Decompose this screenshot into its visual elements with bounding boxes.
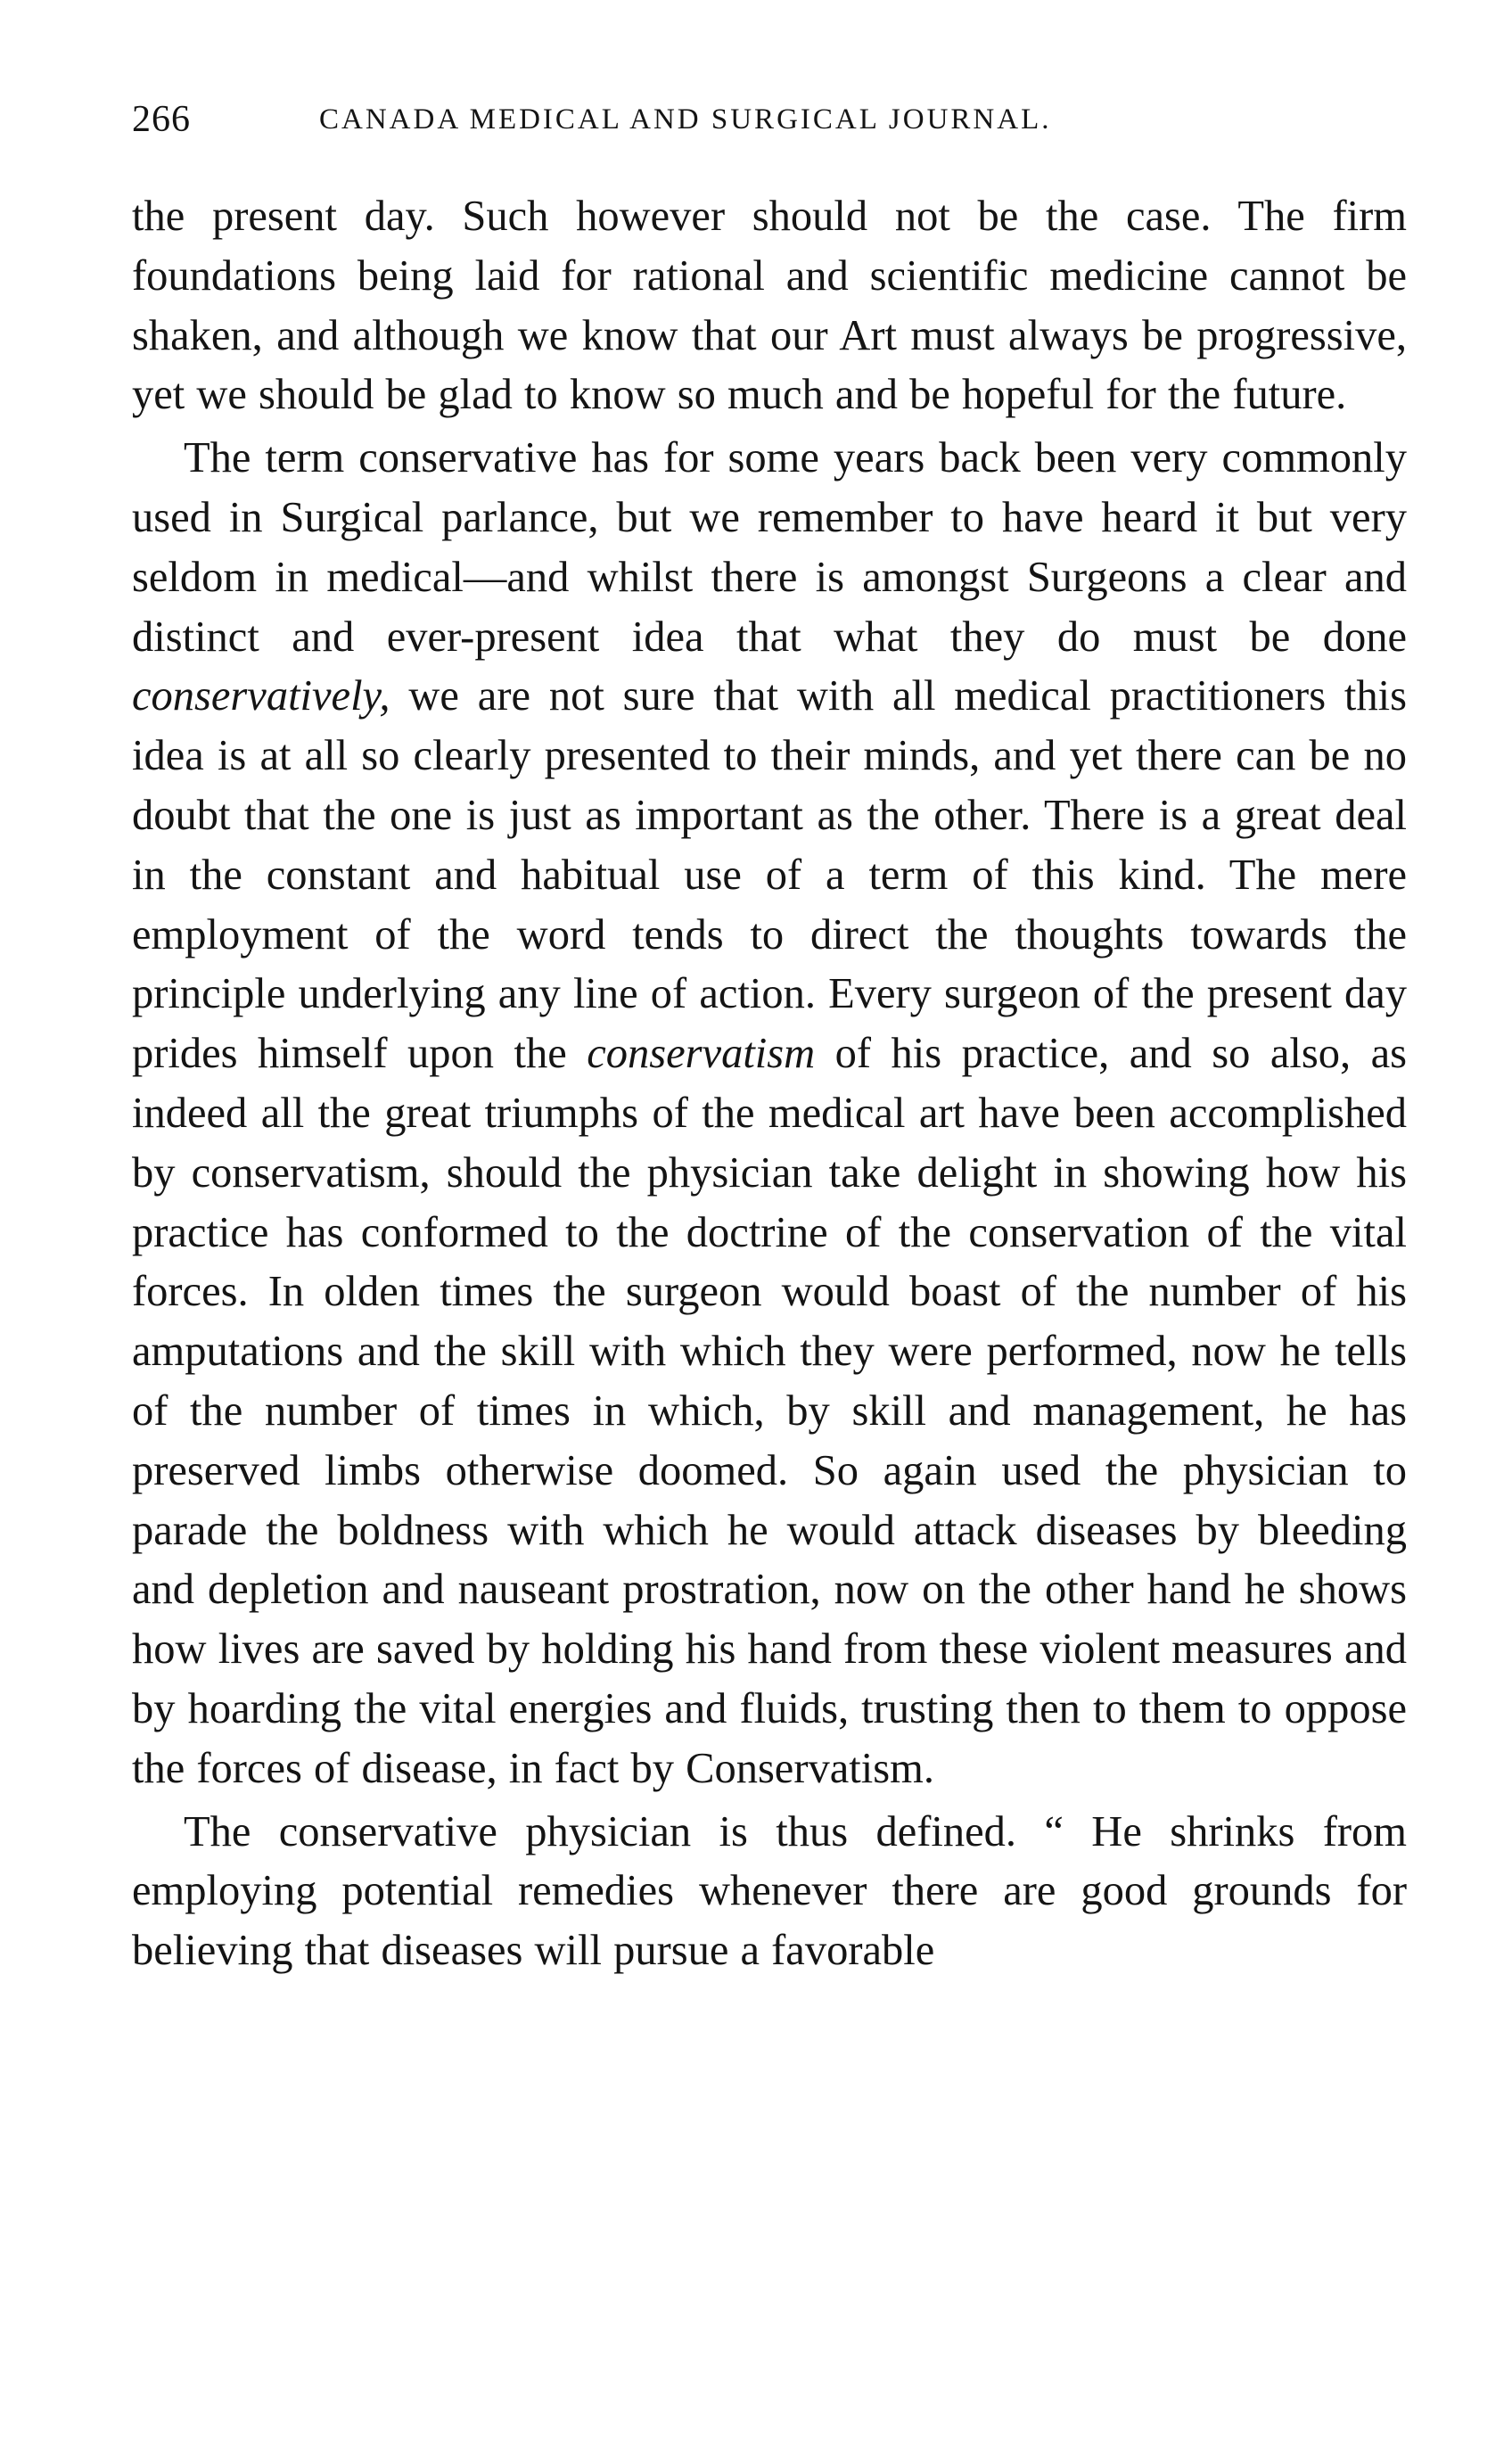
running-head — [132, 98, 1407, 155]
journal-title: CANADA MEDICAL AND SURGICAL JOURNAL. — [319, 103, 1052, 136]
italic-term-conservatism: conservatism — [587, 1030, 816, 1078]
paragraph-conservative-term — [132, 429, 1407, 1798]
journal-page — [132, 98, 1407, 1981]
italic-term-conservatively: conservatively, — [132, 672, 390, 720]
paragraph-continuation: the present day. Such however should not be the case. The firm foundations being laid for rational and scientific medicine cannot be shaken, and although we know that our Art must always be progressive, yet we should be glad to know so much and be hopeful for the future. — [132, 193, 1407, 419]
page-number: 266 — [132, 99, 191, 140]
paragraph-text-segment: we are not sure that with all medical practitioners this idea is at all so clearly presented to their minds, and yet there can be no doubt that the one is just as important as the other. There is a great deal in the constant and habitual use of a term of this kind. The mere employment of the word tends to direct the thoughts towards the principle underlying any line of action. Every surgeon of the present day prides himself upon the — [132, 672, 1407, 1078]
paragraph-conservative-physician: The conservative physician is thus defined. “ He shrinks from employing potential remedies whenever there are good grounds for believing that diseases will pursue a favorable — [132, 1807, 1407, 1975]
paragraph-text-segment: of his practice, and so also, as indeed all the great triumphs of the medical art have been accomplished by conservatism, should the physician take delight in showing how his practice has conformed to the doctrine of the conservation of the vital forces. In olden times the surgeon would boast of the number of his amputations and the skill with which they were performed, now he tells of the number of times in which, by skill and management, he has preserved limbs otherwise doomed. So again used the physician to parade the boldness with which he would attack diseases by bleeding and depletion and nauseant prostration, now on the other hand he shows how lives are saved by holding his hand from these violent measures and by hoarding the vital energies and fluids, trusting then to them to oppose the forces of disease, in fact by Conservatism. — [132, 1030, 1407, 1792]
paragraph-text-segment: The term conservative has for some years back been very commonly used in Surgical parlance, but we remember to have heard it but very seldom in medical—and whilst there is amongst Surgeons a clear and distinct and ever-present idea that what they do must be done — [132, 434, 1407, 661]
